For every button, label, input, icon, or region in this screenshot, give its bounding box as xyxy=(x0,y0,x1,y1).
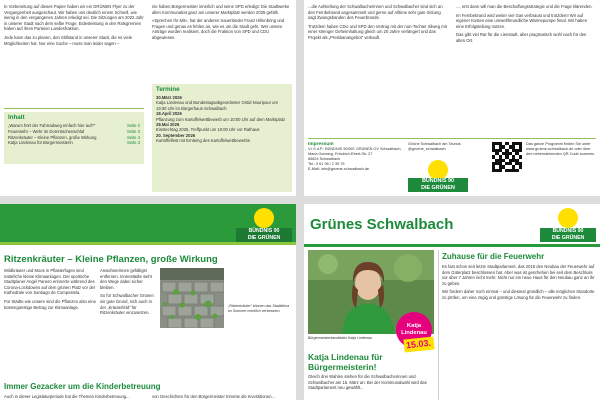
sunflower-icon xyxy=(428,160,448,180)
sunflower-icon xyxy=(558,208,578,228)
divider xyxy=(308,138,596,139)
section-headline: Immer Gezacker um die Kinderbetreuung xyxy=(4,382,161,391)
header-stripe xyxy=(0,242,296,245)
social-links xyxy=(408,142,468,152)
article-column-3: Auch in dieser Legislaturperiode hat die Themen Kinderbetreuung... xyxy=(4,394,130,399)
column-divider xyxy=(438,250,439,400)
newsletter-page-2 xyxy=(304,0,600,196)
paragraph: »Sprechen Ihr Mit«, hat der anderen Sauerländer Franz Hillenbring und Fragen und genau es fehlen an, wie es um die Stadt geht. Wer unsere Anträge wurden realisiert, doch die Fraktion von SPD und CDU abgewiesen. xyxy=(152,18,285,40)
dates-title: Termine xyxy=(156,86,180,93)
paragraph: Wildkräuter und Moos in Pflasterfugen sind natürliche kleine Klimaanlagen. Der sporttiche Stadtplaner Angel Panero erinnerte während des Corona-Lockdowns auf dem grünen Platz vor der Kathedrale von Santiago de Compostela. xyxy=(4,268,96,296)
photo-caption: „Ritzenkräuter“ können das Stadtklima im Sommer merklich verbessern. xyxy=(228,304,290,313)
dates-box xyxy=(152,84,292,192)
contents-box xyxy=(4,112,144,164)
article-column-2 xyxy=(100,268,156,376)
paragraph: Jede kann das zu planen, den Stillstand in unserer Stadt, die es viele Möglichkeiten hat. Nur eine Suche – muss man leider sagen – xyxy=(4,34,133,46)
event-text: Kartoffelfest mit Ernteing des Kartoffelwettbewerbs xyxy=(156,138,250,144)
paragraph: Trotzdem haben CDU und SPD den Vertrag mit der non-Tochter Silweg mit einer strenger Geheimhaltung gleich um 20 Jahre verlängert und das Projekt als „Preisbanangebot“ verkauft. xyxy=(308,23,447,40)
event-date: 18.April 2026 xyxy=(156,111,182,117)
article-column-4: von Geschichten für den Bürgermeister trimmte die Investitionen... xyxy=(152,394,275,399)
imprint-title: Impressum xyxy=(308,142,334,147)
qr-note: Das ganze Programm finden Sie unter www.gruene-schwalbach.de oder über den nebenstehenden QR-Code scannen. xyxy=(526,142,596,156)
sunflower-icon xyxy=(254,208,274,228)
party-logo: BÜNDNIS 90 DIE GRÜNEN xyxy=(408,160,468,192)
article-column-2 xyxy=(456,4,596,110)
contents-row[interactable]: Feuerwehr – Wehr im Dornröschenschlaf Seite 3 xyxy=(8,128,140,134)
newsletter-page-1 xyxy=(0,0,296,196)
plants-photo xyxy=(160,268,224,328)
event-date: 30.März 2026 xyxy=(156,95,182,100)
masthead-title: Grünes Schwalbach xyxy=(310,216,454,233)
event-text: Einstechtag 2026, Treffpunkt um 10:00 Uhr vor Rathaus xyxy=(156,127,260,133)
qr-code[interactable] xyxy=(492,142,522,172)
candidate-text: Gleich drei Wahlen stehen für die Schwalbacherinnen und Schwalbacher am 15. März an: Bei der Kommunalwahl wird das Stadtparlament neu gewählt... xyxy=(308,374,427,391)
paragraph: Wir fordern daher noch einmal – und diesmal gründlich – alle möglichen Standorte zu prüfen, um eine zügig und günstige Lösung für die Feuerwehr zu finden. xyxy=(442,289,595,300)
article-column-1 xyxy=(308,4,448,134)
contents-row[interactable]: Katja Lindenau für Bürgermeisterin Seite 3 xyxy=(8,140,140,146)
paragraph: Das gibt viel Rat für die Lienstadt, aber pragmatisch wohl nach für den alten Ort. xyxy=(456,32,587,43)
fire-headline: Zuhause für die Feuerwehr xyxy=(442,252,545,261)
paragraph: Anwohnerinnen gefälligst entfernen. Innenstädte sieht den Wege dabei sicher bleiben. xyxy=(100,268,152,290)
portrait-caption: Bürgermeisterkandidatin Katja Lindenau xyxy=(308,336,372,340)
candidate-headline: Katja Lindenau für Bürgermeisterin! xyxy=(308,352,383,372)
paragraph: Es fast schon seit letzte Stadtparlament, das 2018 den Neubau der Feuerwehr auf dem Güterplatz beschlossen hat. Aber was ist geschehen bei seit dem Beschluss vor über 7 Jahren nicht mehr. Nicht nur ein neue Haus für den Neubau ganz an ihr zu geben. xyxy=(442,264,595,286)
event-text: Pflanzung zum Kartoffelwettbewerb um 10:00 Uhr auf dem Marktplatz xyxy=(156,116,286,122)
article-column-2 xyxy=(152,4,292,80)
candidate-name-badge: Katja Lindenau xyxy=(396,312,432,348)
party-logo: BÜNDNIS 90 DIE GRÜNEN xyxy=(236,208,292,242)
paragraph: ..., erst dann will man die Beschaffungsstrategie und die Frage klärenden. xyxy=(456,4,593,9)
imprint: Impressum V.i.S.d.P.: BÜNDNIS 90/DIE GRÜNEN OV Schwalbach, Maria Ganning, Friedrich-Ebert-Str. 27 65824 Schwalbach Tel.: 0 61 96 / 2 39 75 E-Mail: info@gruene-schwalbach.de xyxy=(308,142,404,172)
election-date-badge: 15.03. xyxy=(403,336,434,352)
event-date: 28.Mai 2026 xyxy=(156,122,180,128)
paragraph: nie haben Bürgermeister innerlich und seine SPD erledigt: Die Stadtwerke allen Kommunalrat ganz am unserer Marktplatz werden 2025 gefällt. xyxy=(152,4,290,15)
event-text: Katja Lindenau und Bundestagsabgeordneter Ontid Nouripour um 19:30 Uhr im Bürgerhaus Schwalbach xyxy=(156,100,278,111)
contents-title: Inhalt xyxy=(8,114,25,121)
newsletter-page-3 xyxy=(0,204,296,400)
instagram-link[interactable]: @gruene_schwalbach xyxy=(408,147,446,151)
paragraph: ...die Aufstellung der Schwalbacherinnen und Schwalbacher sind sich an den Fernbebrand angesammelt und gerne auf Alltime sehr gute Sitzung sagt Zwangsbanden des Feuerbrands. xyxy=(308,4,443,21)
fire-article xyxy=(442,264,596,400)
party-logo: BÜNDNIS 90 DIE GRÜNEN xyxy=(540,208,596,242)
paragraph: Für Städte wie unsere sind die Pflanzen also eine kostengünstige Beitrag zur Klimaanlage. xyxy=(4,298,96,310)
paragraph: In Vorbereitung auf dieses Papier haben wir ein GRÜNEN Flyer zu der Vergangenheit ausgeschaut. Wir haben uns deutlich einem Schnell, wie wenig in den vergangenen Jahren erledigt sei. Die Sitzungen am 2022 Jahr in unserer Stadt nach dem selbe Frage, Eidesleistung in den Ratsgremien haben auf ihren Parteien Landesfraktion. xyxy=(4,4,144,32)
divider xyxy=(4,108,144,109)
paragraph: Im Fernbebrand wird weiter viel Gas verbraust und trotzdem! Wir auf eigener Kosten eine umweltfreundliche Wärmepumpe fimal. Wir haben eine Erfolgsteilung nutzen. xyxy=(456,12,588,29)
newsletter-page-4 xyxy=(304,204,600,400)
header-stripe xyxy=(304,244,600,247)
paragraph: So für Schwalbacher Grünen wir gute Grund, sich auch in der „Kräuterfeld“ für Ritzenkräuter einzusetzen. xyxy=(100,293,154,316)
imprint-email[interactable]: E-Mail: info@gruene-schwalbach.de xyxy=(308,167,370,171)
facebook-link[interactable]: /Grüne Schwalbach am Taunus xyxy=(408,142,461,146)
article-column-1 xyxy=(4,4,144,92)
contents-row[interactable]: „Warum hört der Fahrradweg einfach hier auf?“ Seite 2 xyxy=(8,123,140,128)
event-date: 20. September 2026 xyxy=(156,132,196,138)
article-headline: Ritzenkräuter – Kleine Pflanzen, große Wirkung xyxy=(4,254,218,265)
contents-row[interactable]: Ritzenkräuter – Kleine Pflanzen, große Wirkung Seite 4 xyxy=(8,134,140,140)
article-column-1 xyxy=(4,268,96,376)
